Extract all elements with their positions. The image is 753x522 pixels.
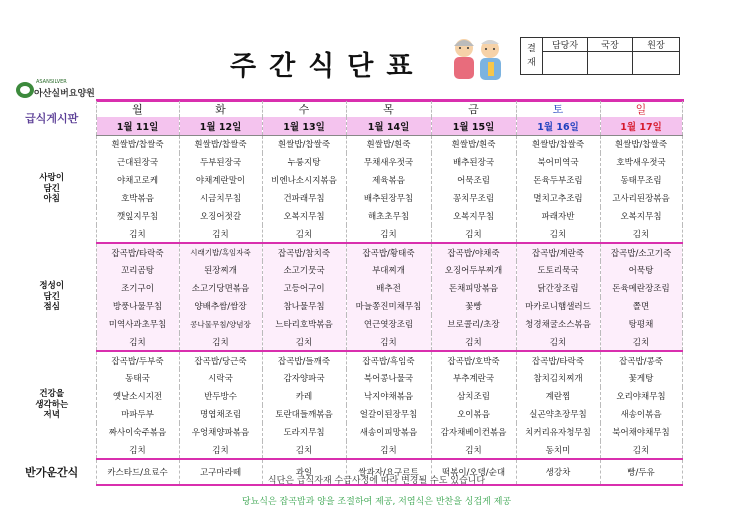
menu-item: 무채새우젓국 bbox=[346, 153, 431, 171]
menu-item: 잡곡밥/계란죽 bbox=[516, 243, 600, 261]
menu-item: 돈육두부조림 bbox=[516, 171, 600, 189]
menu-item: 잡곡밥/호박죽 bbox=[431, 351, 516, 369]
menu-item: 새송이피망볶음 bbox=[346, 423, 431, 441]
menu-item: 오복지무침 bbox=[600, 207, 682, 225]
menu-item: 북어콩나물국 bbox=[346, 369, 431, 387]
menu-item: 닭간장조림 bbox=[516, 279, 600, 297]
menu-item: 소고기당면볶음 bbox=[179, 279, 262, 297]
approval-role: 국장 bbox=[588, 38, 633, 52]
menu-item: 된장찌개 bbox=[179, 261, 262, 279]
menu-item: 오리야채무침 bbox=[600, 387, 682, 405]
menu-item: 오이볶음 bbox=[431, 405, 516, 423]
menu-item: 오징어두부찌개 bbox=[431, 261, 516, 279]
menu-item: 콩나물무침/양념장 bbox=[179, 315, 262, 333]
menu-item: 감자양파국 bbox=[262, 369, 346, 387]
page-title: 주간식단표 bbox=[230, 51, 426, 82]
menu-item: 김치 bbox=[516, 225, 600, 243]
menu-item: 김치 bbox=[346, 225, 431, 243]
day-header: 월 bbox=[96, 101, 179, 117]
menu-item: 오복지무침 bbox=[262, 207, 346, 225]
menu-item: 꽃빵 bbox=[431, 297, 516, 315]
menu-item: 탕평채 bbox=[600, 315, 682, 333]
menu-item: 김치 bbox=[346, 333, 431, 351]
menu-item: 꽃게탕 bbox=[600, 369, 682, 387]
menu-item: 오복지무침 bbox=[431, 207, 516, 225]
menu-item: 해초초무침 bbox=[346, 207, 431, 225]
menu-item: 김치 bbox=[431, 225, 516, 243]
menu-item: 연근엿장조림 bbox=[346, 315, 431, 333]
menu-item: 동태무조림 bbox=[600, 171, 682, 189]
menu-item: 시금치무침 bbox=[179, 189, 262, 207]
menu-item: 김치 bbox=[179, 333, 262, 351]
menu-item: 동치미 bbox=[516, 441, 600, 459]
menu-item: 명엽채조림 bbox=[179, 405, 262, 423]
approval-side-label: 결 재 bbox=[521, 38, 543, 75]
menu-item: 호박볶음 bbox=[96, 189, 179, 207]
menu-item: 잡곡밥/참치죽 bbox=[262, 243, 346, 261]
menu-item: 부대찌개 bbox=[346, 261, 431, 279]
menu-item: 오징어젓갈 bbox=[179, 207, 262, 225]
menu-item: 김치 bbox=[346, 441, 431, 459]
snack-item: 과일 bbox=[262, 459, 346, 485]
menu-item: 깻잎지무침 bbox=[96, 207, 179, 225]
menu-item: 흰쌀밥/찹쌀죽 bbox=[516, 135, 600, 153]
menu-item: 마늘쫑진미채무침 bbox=[346, 297, 431, 315]
menu-item: 흰쌀밥/찹쌀죽 bbox=[262, 135, 346, 153]
menu-item: 꽁치무조림 bbox=[431, 189, 516, 207]
menu-item: 계란찜 bbox=[516, 387, 600, 405]
menu-item: 고등어구이 bbox=[262, 279, 346, 297]
menu-item: 참치김치찌개 bbox=[516, 369, 600, 387]
menu-item: 브로콜리/초장 bbox=[431, 315, 516, 333]
menu-item: 시락국 bbox=[179, 369, 262, 387]
menu-item: 김치 bbox=[262, 333, 346, 351]
approval-box bbox=[520, 37, 680, 75]
menu-item: 짜사이숙주볶음 bbox=[96, 423, 179, 441]
menu-item: 배추된장무침 bbox=[346, 189, 431, 207]
menu-item: 잡곡밥/두부죽 bbox=[96, 351, 179, 369]
approval-role: 담당자 bbox=[543, 38, 588, 52]
menu-item: 잡곡밥/흑임죽 bbox=[346, 351, 431, 369]
menu-item: 김치 bbox=[96, 441, 179, 459]
menu-item: 삼치조림 bbox=[431, 387, 516, 405]
day-header: 일 bbox=[600, 101, 682, 117]
menu-item: 청경채굴소스볶음 bbox=[516, 315, 600, 333]
menu-item: 흰쌀밥/찹쌀죽 bbox=[179, 135, 262, 153]
menu-item: 미역사과초무침 bbox=[96, 315, 179, 333]
snack-item: 카스타드/요료수 bbox=[96, 459, 179, 485]
menu-item: 토란대들깨볶음 bbox=[262, 405, 346, 423]
menu-item: 김치 bbox=[600, 441, 682, 459]
menu-table bbox=[8, 101, 683, 486]
logo-subtext: ASANSILVER bbox=[36, 79, 67, 85]
menu-item: 카레 bbox=[262, 387, 346, 405]
menu-item: 김치 bbox=[431, 441, 516, 459]
menu-item: 잡곡밥/당근죽 bbox=[179, 351, 262, 369]
menu-item: 옛날소시지전 bbox=[96, 387, 179, 405]
menu-item: 야채고로케 bbox=[96, 171, 179, 189]
menu-item: 잡곡밥/소고기죽 bbox=[600, 243, 682, 261]
meal-section-label: 사랑이 담긴 아침 bbox=[39, 173, 65, 205]
menu-item: 새송이볶음 bbox=[600, 405, 682, 423]
menu-item: 어묵조림 bbox=[431, 171, 516, 189]
menu-item: 김치 bbox=[179, 225, 262, 243]
menu-item: 건파래무침 bbox=[262, 189, 346, 207]
snack-item: 생강차 bbox=[516, 459, 600, 485]
menu-item: 잡곡밥/타락죽 bbox=[516, 351, 600, 369]
date-cell: 1월 13일 bbox=[262, 117, 346, 135]
logo-name: 아산실버요양원 bbox=[34, 89, 95, 99]
menu-item: 잡곡밥/들깨죽 bbox=[262, 351, 346, 369]
menu-item: 호박새우젓국 bbox=[600, 153, 682, 171]
footer-notice: 식단은 급식자재 수급사정에 따라 변경될 수도 있습니다 bbox=[267, 476, 486, 486]
snack-item: 빵/두유 bbox=[600, 459, 682, 485]
menu-item: 흰쌀밥/찹쌀죽 bbox=[96, 135, 179, 153]
menu-item: 파래자반 bbox=[516, 207, 600, 225]
menu-item: 부추계란국 bbox=[431, 369, 516, 387]
day-header: 수 bbox=[262, 101, 346, 117]
menu-item: 김치 bbox=[96, 225, 179, 243]
menu-item: 꼬리곰탕 bbox=[96, 261, 179, 279]
date-cell: 1월 15일 bbox=[431, 117, 516, 135]
day-header: 화 bbox=[179, 101, 262, 117]
menu-item: 느타리호박볶음 bbox=[262, 315, 346, 333]
menu-item: 두부된장국 bbox=[179, 153, 262, 171]
menu-item: 김치 bbox=[600, 333, 682, 351]
menu-item: 김치 bbox=[262, 225, 346, 243]
menu-item: 낙지야채볶음 bbox=[346, 387, 431, 405]
menu-item: 멸치고추조림 bbox=[516, 189, 600, 207]
menu-item: 소고기뭇국 bbox=[262, 261, 346, 279]
menu-item: 흰쌀밥/흰죽 bbox=[431, 135, 516, 153]
menu-item: 마파두부 bbox=[96, 405, 179, 423]
menu-item: 얼갈이된장무침 bbox=[346, 405, 431, 423]
menu-item: 치커리유자청무침 bbox=[516, 423, 600, 441]
date-cell: 1월 14일 bbox=[346, 117, 431, 135]
side-header: 급식게시판 bbox=[25, 112, 79, 125]
menu-item: 누룽지탕 bbox=[262, 153, 346, 171]
menu-item: 야채계란말이 bbox=[179, 171, 262, 189]
menu-item: 잡곡밥/콩죽 bbox=[600, 351, 682, 369]
menu-item: 비엔나소시지볶음 bbox=[262, 171, 346, 189]
menu-item: 흰쌀밥/흰죽 bbox=[346, 135, 431, 153]
footer-diet-note: 당뇨식은 잡곡밥과 양을 조절하여 제공, 저염식은 반찬을 싱겁게 제공 bbox=[241, 497, 512, 507]
menu-item: 반두방수 bbox=[179, 387, 262, 405]
menu-item: 실곤약초장무침 bbox=[516, 405, 600, 423]
menu-item: 김치 bbox=[431, 333, 516, 351]
day-header: 목 bbox=[346, 101, 431, 117]
menu-item: 어묵탕 bbox=[600, 261, 682, 279]
date-cell: 1월 11일 bbox=[96, 117, 179, 135]
menu-item: 제육볶음 bbox=[346, 171, 431, 189]
meal-section-label: 건강을 생각하는 저녁 bbox=[35, 389, 69, 421]
grandparents-illustration bbox=[438, 32, 516, 84]
snack-item: 떡볶이/오뎅/순대 bbox=[431, 459, 516, 485]
approval-role: 원장 bbox=[633, 38, 680, 52]
menu-item: 흰쌀밥/찹쌀죽 bbox=[600, 135, 682, 153]
menu-item: 시래기밥/흑임자죽 bbox=[179, 243, 262, 261]
menu-item: 양배추쌈/쌈장 bbox=[179, 297, 262, 315]
menu-item: 잡곡밥/황태죽 bbox=[346, 243, 431, 261]
menu-item: 돈채피망볶음 bbox=[431, 279, 516, 297]
menu-item: 잡곡밥/타락죽 bbox=[96, 243, 179, 261]
menu-item: 고사리된장볶음 bbox=[600, 189, 682, 207]
approval-sign-cell bbox=[588, 52, 633, 75]
menu-item: 동태국 bbox=[96, 369, 179, 387]
menu-item: 우엉채양파볶음 bbox=[179, 423, 262, 441]
menu-item: 김치 bbox=[96, 333, 179, 351]
day-header: 금 bbox=[431, 101, 516, 117]
menu-item: 김치 bbox=[600, 225, 682, 243]
approval-sign-cell bbox=[543, 52, 588, 75]
menu-item: 북어채야채무침 bbox=[600, 423, 682, 441]
menu-item: 김치 bbox=[179, 441, 262, 459]
menu-item: 쫄면 bbox=[600, 297, 682, 315]
menu-item: 도라지무침 bbox=[262, 423, 346, 441]
menu-item: 감자채베이컨볶음 bbox=[431, 423, 516, 441]
date-cell: 1월 12일 bbox=[179, 117, 262, 135]
date-cell: 1월 17일 bbox=[600, 117, 682, 135]
menu-item: 김치 bbox=[516, 333, 600, 351]
snack-item: 쌀과자/요구르트 bbox=[346, 459, 431, 485]
approval-sign-cell bbox=[633, 52, 680, 75]
menu-item: 북어미역국 bbox=[516, 153, 600, 171]
meal-section-label: 정성이 담긴 점심 bbox=[39, 281, 65, 313]
menu-item: 방풍나물무침 bbox=[96, 297, 179, 315]
snack-label: 반가운간식 bbox=[25, 466, 79, 479]
menu-item: 마카로니햄샐러드 bbox=[516, 297, 600, 315]
menu-item: 배추된장국 bbox=[431, 153, 516, 171]
menu-item: 김치 bbox=[262, 441, 346, 459]
menu-item: 잡곡밥/야채죽 bbox=[431, 243, 516, 261]
snack-item: 고구마라떼 bbox=[179, 459, 262, 485]
menu-item: 조기구이 bbox=[96, 279, 179, 297]
day-header: 토 bbox=[516, 101, 600, 117]
menu-item: 배추전 bbox=[346, 279, 431, 297]
date-cell: 1월 16일 bbox=[516, 117, 600, 135]
menu-item: 돈육메란장조림 bbox=[600, 279, 682, 297]
menu-item: 도토리묵국 bbox=[516, 261, 600, 279]
menu-item: 참나물무침 bbox=[262, 297, 346, 315]
menu-item: 근대된장국 bbox=[96, 153, 179, 171]
